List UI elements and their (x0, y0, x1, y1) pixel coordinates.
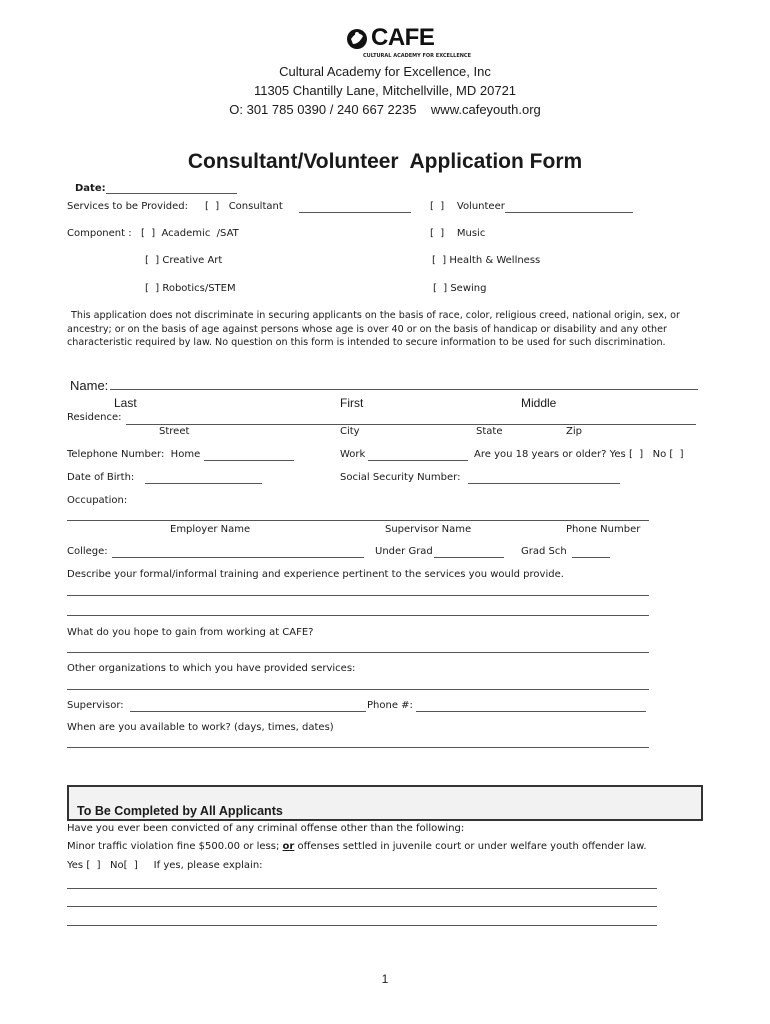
component-label: Component : (67, 228, 132, 239)
org-contact: O: 301 785 0390 / 240 667 2235 www.cafeyouth.org (229, 102, 541, 117)
criminal-exceptions-post: offenses settled in juvenile court or under welfare youth offender law. (294, 841, 647, 852)
residence-field[interactable] (126, 412, 696, 425)
age-question[interactable]: Are you 18 years or older? Yes [ ] No [ ] (474, 449, 684, 460)
availability-line[interactable] (67, 747, 649, 748)
telephone-home-field[interactable] (204, 448, 294, 461)
name-field[interactable] (110, 378, 698, 390)
robotics-checkbox[interactable]: [ ] Robotics/STEM (145, 283, 236, 294)
music-checkbox[interactable]: [ ] Music (430, 228, 486, 239)
criminal-exceptions (67, 841, 647, 852)
availability-question: When are you available to work? (days, times, dates) (67, 722, 334, 733)
creative-art-checkbox[interactable]: [ ] Creative Art (145, 255, 223, 266)
criminal-answer[interactable]: Yes [ ] No[ ] If yes, please explain: (67, 860, 263, 871)
under-grad-label: Under Grad (375, 546, 433, 557)
explain-line-3[interactable] (67, 925, 657, 926)
residence-state-label: State (476, 426, 503, 437)
phone-label: Phone #: (367, 700, 413, 711)
residence-label: Residence: (67, 412, 122, 423)
criminal-exceptions-pre: Minor traffic violation fine $500.00 or less; (67, 841, 283, 852)
occupation-label: Occupation: (67, 495, 128, 506)
college-field[interactable] (112, 545, 364, 558)
phone-field[interactable] (416, 699, 646, 712)
telephone-work-label: Work (340, 449, 366, 460)
page-number: 1 (381, 972, 389, 986)
name-middle-label: Middle (521, 396, 557, 410)
under-grad-field[interactable] (434, 545, 504, 558)
residence-street-label: Street (159, 426, 190, 437)
criminal-question: Have you ever been convicted of any criminal offense other than the following: (67, 823, 465, 834)
other-orgs-line[interactable] (67, 689, 649, 690)
college-label: College: (67, 546, 108, 557)
dob-field[interactable] (145, 471, 262, 484)
grad-sch-label: Grad Sch (521, 546, 567, 557)
date-label: Date: (75, 183, 106, 194)
name-first-label: First (340, 396, 364, 410)
training-line-2[interactable] (67, 615, 649, 616)
residence-zip-label: Zip (566, 426, 582, 437)
gain-line[interactable] (67, 652, 649, 653)
ssn-label: Social Security Number: (340, 472, 461, 483)
criminal-exceptions-or: or (282, 841, 295, 852)
name-label: Name: (70, 378, 109, 393)
residence-city-label: City (340, 426, 360, 437)
training-question: Describe your formal/informal training and experience pertinent to the services you would provide. (67, 569, 564, 580)
academic-checkbox[interactable]: [ ] Academic /SAT (141, 228, 239, 239)
section-header: To Be Completed by All Applicants (77, 804, 283, 818)
training-line-1[interactable] (67, 595, 649, 596)
phone-number-label: Phone Number (566, 524, 641, 535)
org-name: Cultural Academy for Excellence, Inc (279, 64, 491, 79)
services-label: Services to be Provided: (67, 201, 189, 212)
logo-tagline: CULTURAL ACADEMY FOR EXCELLENCE (363, 53, 472, 59)
volunteer-field[interactable] (505, 200, 633, 213)
ssn-field[interactable] (468, 471, 620, 484)
volunteer-checkbox[interactable]: [ ] Volunteer (430, 201, 505, 212)
occupation-line[interactable] (67, 520, 649, 521)
other-orgs-question: Other organizations to which you have provided services: (67, 663, 356, 674)
logo-text: CAFE (371, 24, 435, 51)
org-address: 11305 Chantilly Lane, Mitchellville, MD 20721 (253, 83, 517, 98)
explain-line-1[interactable] (67, 888, 657, 889)
supervisor-name-label: Supervisor Name (385, 524, 472, 535)
telephone-work-field[interactable] (368, 448, 468, 461)
grad-sch-field[interactable] (572, 545, 610, 558)
consultant-checkbox[interactable]: [ ] Consultant (205, 201, 283, 212)
telephone-home-label: Telephone Number: Home (67, 449, 201, 460)
health-checkbox[interactable]: [ ] Health & Wellness (432, 255, 541, 266)
supervisor-field[interactable] (130, 699, 366, 712)
sewing-checkbox[interactable]: [ ] Sewing (433, 283, 487, 294)
dob-label: Date of Birth: (67, 472, 135, 483)
name-last-label: Last (114, 396, 137, 410)
date-field[interactable] (106, 181, 237, 194)
consultant-field[interactable] (299, 200, 411, 213)
disclaimer-text: This application does not discriminate in securing applicants on the basis of race, color, religious creed, national origin, sex, or ancestry; or on the basis of age against persons whose age is over 40 or on the basis of handicap or disability and any other characteristic required by law. No question on this form is intended to secure information to be used for such discrimination. (67, 310, 680, 348)
employer-name-label: Employer Name (170, 524, 251, 535)
explain-line-2[interactable] (67, 906, 657, 907)
page-title: Consultant/Volunteer Application Form (187, 150, 583, 173)
gain-question: What do you hope to gain from working at CAFE? (67, 627, 314, 638)
supervisor-label: Supervisor: (67, 700, 124, 711)
